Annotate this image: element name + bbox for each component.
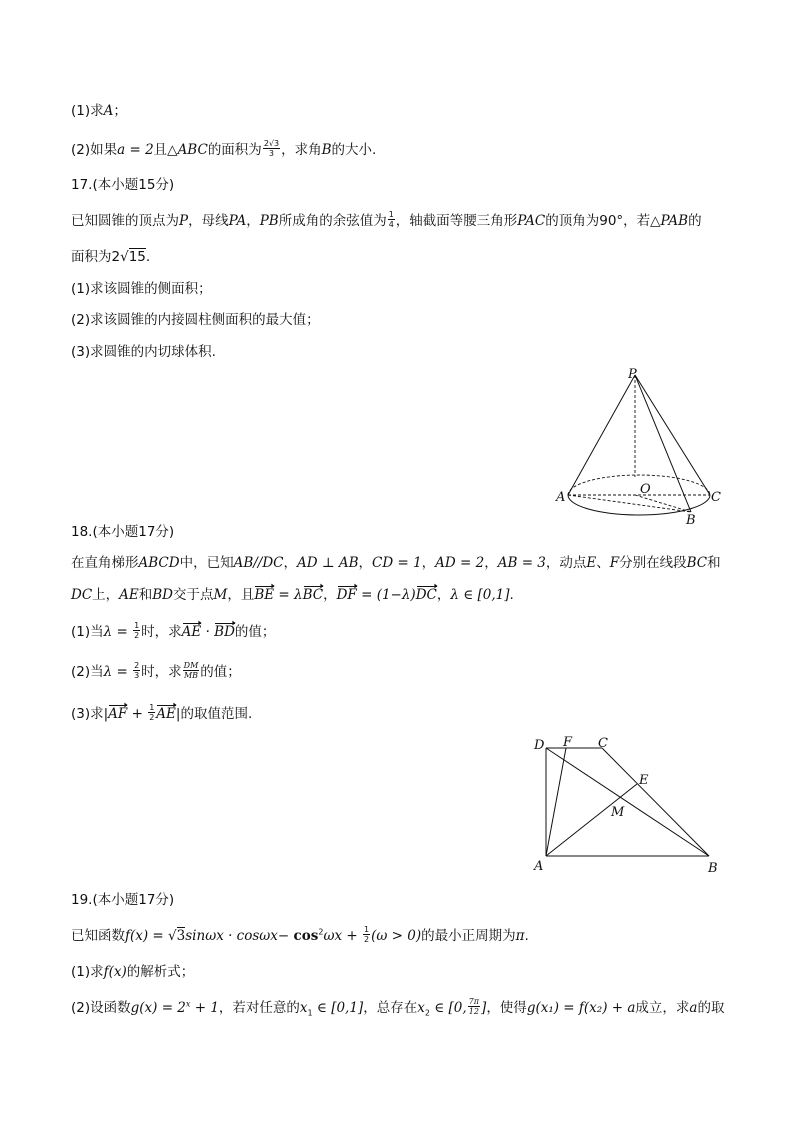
q16-part2: (2)如果a = 2且△ABC的面积为 $\frac{2√3}{3}$ ，求角B的大小. (71, 138, 377, 158)
q18-line1: 在直角梯形ABCD中，已知AB//DC，AD ⊥ AB，CD = 1，AD = 2，AB = 3，动点E、F分别在线段BC和 (71, 555, 721, 571)
q18-part3: (3)求|AF + $\frac{1}{2}$ AE|的取值范围. (71, 702, 253, 722)
cone-diagram (550, 362, 730, 528)
q19-line1: 已知函数$f(x) = √3\sin\omega x \cdot \cos\omega x- \cos^2\omega x$ + $\frac{1}{2}$ (ω > 0)的最小正周期为π. (71, 924, 529, 944)
trap-label-e: E (639, 773, 649, 788)
q18-part2: (2)当λ = $\frac{2}{3}$ 时，求 $\frac{DM}{MB}$ 的值； (71, 660, 241, 680)
cos-fraction: $\frac{1}{4}$ (388, 209, 394, 229)
q17-part1: (1)求该圆锥的侧面积； (71, 281, 212, 297)
trap-label-b: B (708, 861, 718, 876)
trap-label-a: A (534, 859, 544, 874)
q18-heading: 18.(本小题17分) (71, 524, 175, 540)
cone-label-o: O (640, 482, 651, 497)
q17-part3: (3)求圆锥的内切球体积. (71, 344, 216, 360)
cone-label-b: B (686, 513, 696, 528)
cone-label-a: A (556, 490, 566, 505)
q17-line2: 面积为2√15. (71, 249, 151, 265)
q19-part2: (2)设函数$g(x) = 2^x + 1$，若对任意的$x_1$ ∈ [0,1]，总存在$x_2$ ∈ [0, $\frac{7\pi}{12}$ ]，使得g(x₁) = f(x₂) + a成立，求a的取 (71, 996, 725, 1018)
trap-label-d: D (534, 738, 545, 753)
q18-line2: DC上，AE和BD交于点M，且BE = λBC，DF = (1−λ)DC，λ ∈ [0,1]. (71, 587, 514, 603)
trapezoid-diagram (526, 734, 726, 876)
q17-line1: 已知圆锥的顶点为P，母线PA，PB所成角的余弦值为 $\frac{1}{4}$ ，轴截面等腰三角形PAC的顶角为90°，若△PAB的 (71, 209, 702, 229)
q16-part1: (1)求A； (71, 103, 127, 119)
q17-part2: (2)求该圆锥的内接圆柱侧面积的最大值； (71, 312, 320, 328)
q19-part1: (1)求f(x)的解析式； (71, 964, 195, 980)
q18-part1: (1)当λ = $\frac{1}{2}$ 时，求AE · BD的值； (71, 620, 276, 640)
q17-heading: 17.(本小题15分) (71, 177, 175, 193)
area-fraction: $\frac{2√3}{3}$ (263, 138, 280, 158)
trap-label-f: F (563, 735, 573, 750)
trap-label-c: C (598, 736, 608, 751)
q19-heading: 19.(本小题17分) (71, 892, 175, 908)
cone-label-c: C (711, 490, 721, 505)
cone-label-p: P (628, 367, 637, 382)
trap-label-m: M (611, 805, 625, 820)
